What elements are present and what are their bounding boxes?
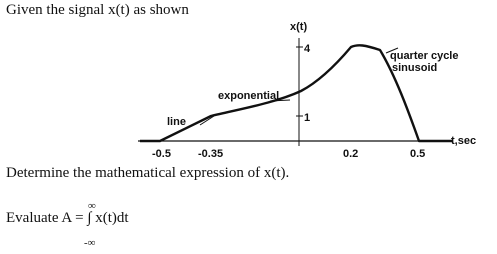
integral-upper-limit: ∞ bbox=[88, 200, 96, 212]
x-axis-label: t,sec bbox=[451, 135, 477, 147]
y-tick-label-1: 1 bbox=[304, 112, 311, 124]
sinusoid-segment-label-line1: quarter cycle bbox=[390, 50, 459, 62]
x-tick-label-neg0.5: -0.5 bbox=[152, 148, 171, 160]
problem-intro: Given the signal x(t) as shown bbox=[6, 2, 189, 18]
evaluate-text: Evaluate A = ∫ x(t)dt bbox=[6, 210, 129, 226]
line-segment-label: line bbox=[167, 116, 186, 128]
x-tick-label-0.5: 0.5 bbox=[410, 148, 426, 160]
x-tick-label-0.2: 0.2 bbox=[343, 148, 359, 160]
y-axis-label: x(t) bbox=[290, 21, 308, 33]
y-tick-label-4: 4 bbox=[304, 43, 311, 55]
sinusoid-segment-label-line2: sinusoid bbox=[392, 62, 438, 74]
x-tick-label-neg0.35: -0.35 bbox=[198, 148, 224, 160]
task-text: Determine the mathematical expression of x(t). bbox=[6, 165, 290, 181]
integral-lower-limit: -∞ bbox=[84, 237, 96, 249]
exponential-segment-label: exponential bbox=[218, 90, 280, 102]
